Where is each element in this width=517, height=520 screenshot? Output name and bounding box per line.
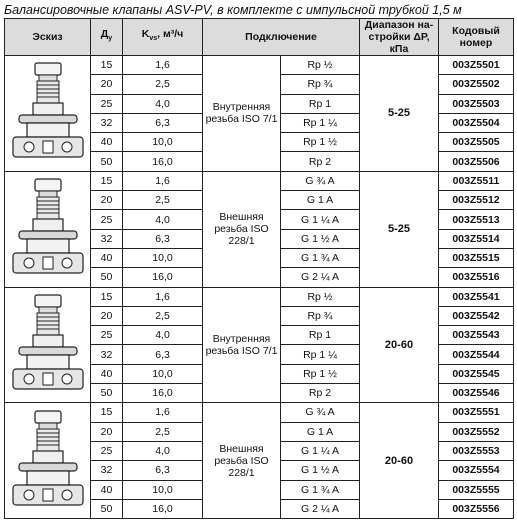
range-cell: 5-25 [360,56,439,172]
kvs-cell: 16,0 [123,152,203,171]
thread-cell: Rp ½ [281,56,360,75]
header-code: Кодовый номер [439,19,514,56]
header-connection: Подключение [203,19,360,56]
kvs-cell: 4,0 [123,210,203,229]
valve-sketch-icon [9,61,87,165]
dn-cell: 20 [91,306,123,325]
table-row [5,403,514,422]
dn-cell: 32 [91,345,123,364]
header-row [5,19,514,56]
dn-cell: 32 [91,461,123,480]
valve-sketch-icon [9,177,87,281]
thread-cell: Rp ½ [281,287,360,306]
kvs-cell: 2,5 [123,306,203,325]
code-cell: 003Z5503 [439,94,514,113]
dn-cell: 50 [91,268,123,287]
kvs-cell: 4,0 [123,94,203,113]
code-cell: 003Z5541 [439,287,514,306]
thread-cell: Rp 1 ¼ [281,113,360,132]
code-cell: 003Z5516 [439,268,514,287]
thread-cell: G ¾ A [281,403,360,422]
dn-cell: 15 [91,56,123,75]
code-cell: 003Z5555 [439,480,514,499]
range-cell: 20-60 [360,287,439,403]
kvs-cell: 2,5 [123,191,203,210]
code-cell: 003Z5502 [439,75,514,94]
thread-cell: G 1 ½ A [281,229,360,248]
thread-cell: Rp 1 [281,326,360,345]
code-cell: 003Z5542 [439,306,514,325]
table-row [5,56,514,75]
code-cell: 003Z5554 [439,461,514,480]
kvs-cell: 1,6 [123,287,203,306]
code-cell: 003Z5543 [439,326,514,345]
thread-cell: Rp 2 [281,384,360,403]
thread-cell: G 1 ¾ A [281,480,360,499]
thread-cell: Rp 1 ½ [281,133,360,152]
dn-cell: 20 [91,75,123,94]
valve-sketch-cell [5,403,91,519]
connection-cell: Внешняя резьба ISO 228/1 [203,171,281,287]
dn-cell: 25 [91,210,123,229]
code-cell: 003Z5512 [439,191,514,210]
kvs-cell: 10,0 [123,248,203,267]
dn-cell: 32 [91,113,123,132]
dn-cell: 20 [91,422,123,441]
code-cell: 003Z5515 [439,248,514,267]
code-cell: 003Z5544 [439,345,514,364]
header-dn-sub: у [108,35,113,43]
header-dn [91,19,123,56]
kvs-cell: 16,0 [123,384,203,403]
valve-spec-table [4,18,514,519]
range-cell: 20-60 [360,403,439,519]
valve-sketch-icon [9,293,87,397]
page-title: Балансировочные клапаны ASV-PV, в комплекте с импульсной трубкой 1,5 м [4,3,462,17]
thread-cell: G 1 ¾ A [281,248,360,267]
thread-cell: Rp ¾ [281,75,360,94]
kvs-cell: 2,5 [123,75,203,94]
dn-cell: 25 [91,441,123,460]
header-kvs-label: K [141,28,150,41]
thread-cell: Rp 1 ¼ [281,345,360,364]
thread-cell: G 1 A [281,422,360,441]
code-cell: 003Z5514 [439,229,514,248]
code-cell: 003Z5501 [439,56,514,75]
connection-cell: Внешняя резьба ISO 228/1 [203,403,281,519]
dn-cell: 15 [91,171,123,190]
kvs-cell: 10,0 [123,480,203,499]
thread-cell: G 2 ¼ A [281,268,360,287]
dn-cell: 15 [91,287,123,306]
dn-cell: 15 [91,403,123,422]
code-cell: 003Z5551 [439,403,514,422]
dn-cell: 20 [91,191,123,210]
header-kvs-unit: , м³/ч [157,28,184,41]
dn-cell: 32 [91,229,123,248]
kvs-cell: 1,6 [123,56,203,75]
dn-cell: 40 [91,248,123,267]
code-cell: 003Z5545 [439,364,514,383]
thread-cell: Rp 2 [281,152,360,171]
header-kvs-sub: vs [149,35,158,43]
kvs-cell: 4,0 [123,441,203,460]
connection-cell: Внутренняя резьба ISO 7/1 [203,56,281,172]
header-range: Диапазон на-стройки ΔP, кПа [360,19,439,56]
kvs-cell: 1,6 [123,171,203,190]
thread-cell: G 1 ¼ A [281,210,360,229]
thread-cell: G 2 ¼ A [281,499,360,518]
thread-cell: Rp 1 [281,94,360,113]
code-cell: 003Z5511 [439,171,514,190]
kvs-cell: 1,6 [123,403,203,422]
dn-cell: 50 [91,152,123,171]
kvs-cell: 6,3 [123,461,203,480]
kvs-cell: 6,3 [123,345,203,364]
table-row [5,287,514,306]
code-cell: 003Z5546 [439,384,514,403]
code-cell: 003Z5556 [439,499,514,518]
table-row [5,171,514,190]
dn-cell: 50 [91,499,123,518]
valve-sketch-cell [5,287,91,403]
dn-cell: 40 [91,480,123,499]
kvs-cell: 2,5 [123,422,203,441]
code-cell: 003Z5505 [439,133,514,152]
thread-cell: G 1 ½ A [281,461,360,480]
code-cell: 003Z5552 [439,422,514,441]
thread-cell: G ¾ A [281,171,360,190]
dn-cell: 40 [91,133,123,152]
kvs-cell: 10,0 [123,364,203,383]
code-cell: 003Z5506 [439,152,514,171]
dn-cell: 25 [91,326,123,345]
valve-sketch-icon [9,409,87,513]
header-kvs [123,19,203,56]
kvs-cell: 10,0 [123,133,203,152]
connection-cell: Внутренняя резьба ISO 7/1 [203,287,281,403]
kvs-cell: 16,0 [123,268,203,287]
code-cell: 003Z5513 [439,210,514,229]
header-dn-label: Д [100,28,109,41]
thread-cell: G 1 A [281,191,360,210]
thread-cell: G 1 ¼ A [281,441,360,460]
header-sketch: Эскиз [5,19,91,56]
kvs-cell: 16,0 [123,499,203,518]
thread-cell: Rp ¾ [281,306,360,325]
dn-cell: 50 [91,384,123,403]
dn-cell: 25 [91,94,123,113]
kvs-cell: 4,0 [123,326,203,345]
thread-cell: Rp 1 ½ [281,364,360,383]
code-cell: 003Z5504 [439,113,514,132]
kvs-cell: 6,3 [123,113,203,132]
kvs-cell: 6,3 [123,229,203,248]
range-cell: 5-25 [360,171,439,287]
dn-cell: 40 [91,364,123,383]
valve-sketch-cell [5,56,91,172]
valve-sketch-cell [5,171,91,287]
code-cell: 003Z5553 [439,441,514,460]
